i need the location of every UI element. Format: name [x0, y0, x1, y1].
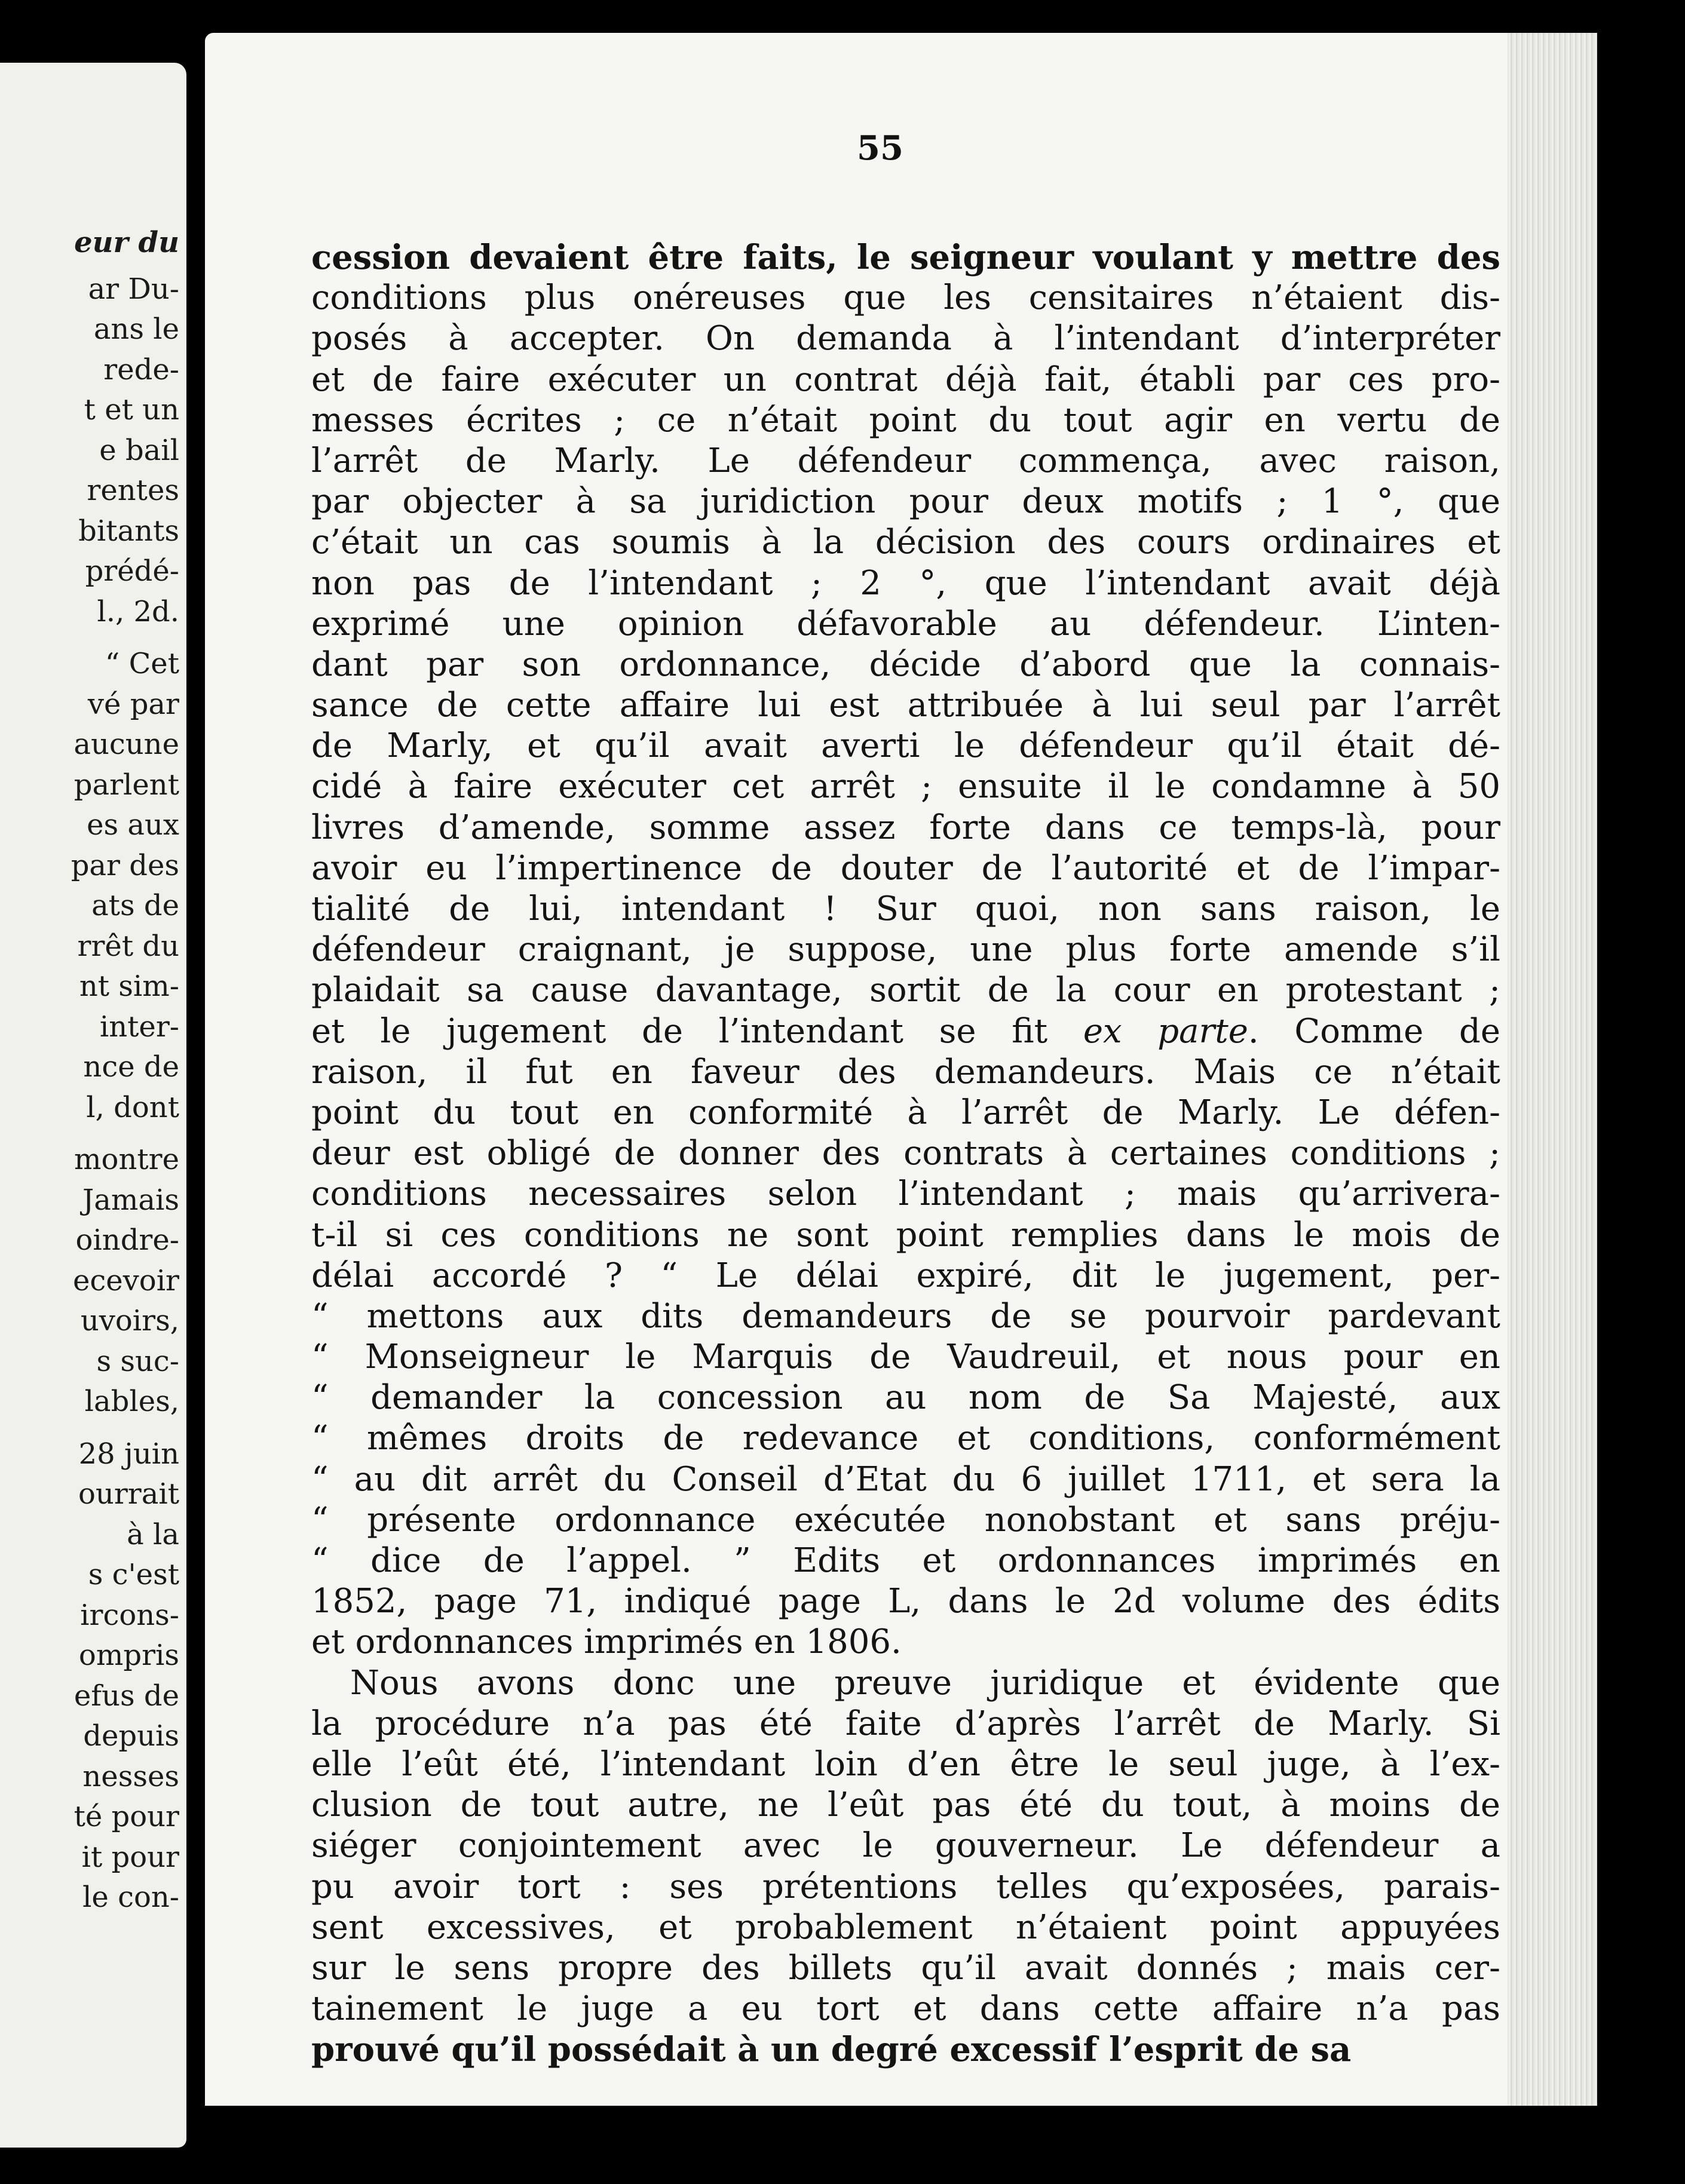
text-line: cession devaient être faits, le seigneur voulant y mettre des	[311, 238, 1500, 277]
text-line: “ présente ordonnance exécutée nonobstant et sans préju-	[311, 1500, 1500, 1539]
left-page-line: montre	[74, 1143, 179, 1176]
left-page-line: vé par	[87, 687, 179, 721]
text-line: 1852, page 71, indiqué page L, dans le 2d volume des édits	[311, 1582, 1500, 1621]
left-page-line: oindre-	[75, 1223, 179, 1257]
left-page-line: ourrait	[78, 1477, 179, 1511]
text-line: sent excessives, et probablement n’étaient point appuyées	[311, 1907, 1500, 1947]
text-line: posés à accepter. On demanda à l’intendant d’interpréter	[311, 319, 1500, 358]
page-edge-stack	[1508, 33, 1597, 2106]
left-page-line: ecevoir	[72, 1263, 179, 1297]
text-line: “ au dit arrêt du Conseil d’Etat du 6 juillet 1711, et sera la	[311, 1459, 1500, 1499]
left-page-line: rede-	[103, 352, 179, 387]
left-page-line: bitants	[78, 514, 179, 548]
text-line: messes écrites ; ce n’était point du tout agir en vertu de	[311, 400, 1500, 440]
text-line: pu avoir tort : ses prétentions telles qu’exposées, parais-	[311, 1867, 1500, 1906]
left-page-line: l, dont	[86, 1090, 179, 1124]
text-line: exprimé une opinion défavorable au défendeur. L’inten-	[311, 604, 1500, 643]
text-line: “ Monseigneur le Marquis de Vaudreuil, et nous pour en	[311, 1338, 1500, 1377]
text-line: et ordonnances imprimés en 1806.	[311, 1622, 902, 1662]
text-line: “ mettons aux dits demandeurs de se pourvoir pardevant	[311, 1296, 1500, 1336]
text-line: la procédure n’a pas été faite d’après l’arrêt de Marly. Si	[311, 1704, 1500, 1743]
text-line: et le jugement de l’intendant se fit ex parte. Comme de	[311, 1011, 1500, 1051]
left-page-line: “ Cet	[105, 647, 179, 680]
text-line: c’était un cas soumis à la décision des cours ordinaires et	[311, 523, 1500, 562]
left-page-line: nesses	[82, 1759, 179, 1793]
body-text	[311, 237, 1500, 2070]
left-page-line: Jamais	[82, 1183, 179, 1217]
left-page-line: rentes	[87, 474, 179, 507]
left-page-line: ar Du-	[88, 272, 179, 306]
text-line: défendeur craignant, je suppose, une plus forte amende s’il	[311, 930, 1500, 970]
text-line: prouvé qu’il possédait à un degré excessif l’esprit de sa	[311, 2030, 1352, 2070]
left-page-line: té pour	[73, 1800, 179, 1833]
left-page-line: par des	[71, 848, 179, 882]
text-line: délai accordé ? “ Le délai expiré, dit le jugement, per-	[311, 1256, 1500, 1295]
text-line: et de faire exécuter un contrat déjà fait, établi par ces pro-	[311, 360, 1500, 399]
left-page-line: depuis	[83, 1719, 179, 1753]
text-line: Nous avons donc une preuve juridique et évidente que	[350, 1663, 1500, 1703]
left-page-line: parlent	[73, 768, 179, 802]
text-line: sance de cette affaire lui est attribuée à lui seul par l’arrêt	[311, 686, 1500, 725]
left-page-line: le con-	[82, 1881, 179, 1914]
left-page-line: uvoirs,	[80, 1304, 179, 1338]
paragraph-2	[311, 1663, 1500, 2070]
left-page-line: ans le	[93, 312, 179, 346]
left-page-line: ircons-	[80, 1598, 179, 1632]
left-page-line: es aux	[87, 808, 179, 842]
left-page-line: eur du	[74, 226, 179, 259]
right-page	[205, 33, 1597, 2106]
text-line: “ mêmes droits de redevance et conditions, conformément	[311, 1419, 1500, 1458]
text-line: siéger conjointement avec le gouverneur. Le défendeur a	[311, 1826, 1500, 1866]
text-line: tainement le juge a eu tort et dans cette affaire n’a pas	[311, 1989, 1500, 2029]
left-page-line: l., 2d.	[97, 594, 179, 628]
left-page-line: t et un	[84, 393, 179, 427]
left-page-line: rrêt du	[77, 929, 179, 963]
left-page-line: ompris	[78, 1639, 179, 1672]
left-page-line: prédé-	[85, 554, 179, 588]
left-page-line: e bail	[99, 433, 179, 467]
text-line: tialité de lui, intendant ! Sur quoi, non sans raison, le	[311, 889, 1500, 928]
left-page-fragment	[0, 63, 186, 2148]
left-page-line: 28 juin	[78, 1437, 179, 1471]
left-page-line: nt sim-	[79, 970, 179, 1003]
text-line: l’arrêt de Marly. Le défendeur commença, avec raison,	[311, 441, 1500, 480]
text-line: t-il si ces conditions ne sont point remplies dans le mois de	[311, 1215, 1500, 1254]
left-page-line: it pour	[81, 1840, 179, 1874]
text-line: sur le sens propre des billets qu’il avait donnés ; mais cer-	[311, 1948, 1500, 1987]
left-page-line: lables,	[84, 1385, 179, 1418]
paragraph-1	[311, 237, 1500, 1663]
text-line: conditions plus onéreuses que les censitaires n’étaient dis-	[311, 278, 1500, 318]
text-line: de Marly, et qu’il avait averti le défendeur qu’il était dé-	[311, 726, 1500, 766]
text-line: livres d’amende, somme assez forte dans ce temps-là, pour	[311, 808, 1500, 847]
left-page-line: s c'est	[88, 1558, 179, 1591]
left-page-text	[0, 223, 179, 1918]
text-line: “ dice de l’appel. ” Edits et ordonnances imprimés en	[311, 1541, 1500, 1580]
text-line: non pas de l’intendant ; 2 °, que l’intendant avait déjà	[311, 563, 1500, 603]
left-page-line: nce de	[83, 1050, 179, 1084]
page-number: 55	[857, 128, 903, 168]
left-page-line: à la	[127, 1517, 179, 1551]
text-line: elle l’eût été, l’intendant loin d’en être le seul juge, à l’ex-	[311, 1744, 1500, 1784]
left-page-line: aucune	[73, 728, 179, 761]
text-line: clusion de tout autre, ne l’eût pas été du tout, à moins de	[311, 1786, 1500, 1825]
text-line: dant par son ordonnance, décide d’abord que la connais-	[311, 645, 1500, 684]
text-line: plaidait sa cause davantage, sortit de la cour en protestant ;	[311, 971, 1500, 1010]
text-line: par objecter à sa juridiction pour deux motifs ; 1 °, que	[311, 482, 1500, 522]
left-page-line: ats de	[91, 889, 179, 922]
left-page-line: inter-	[99, 1010, 179, 1044]
text-line: raison, il fut en faveur des demandeurs. Mais ce n’était	[311, 1052, 1500, 1091]
left-page-line: efus de	[73, 1679, 179, 1713]
left-page-line: s suc-	[96, 1344, 179, 1378]
text-line: deur est obligé de donner des contrats à certaines conditions ;	[311, 1134, 1500, 1173]
text-line: conditions necessaires selon l’intendant ; mais qu’arrivera-	[311, 1174, 1500, 1214]
text-line: cidé à faire exécuter cet arrêt ; ensuite il le condamne à 50	[311, 767, 1500, 806]
text-line: point du tout en conformité à l’arrêt de Marly. Le défen-	[311, 1093, 1500, 1132]
text-line: avoir eu l’impertinence de douter de l’autorité et de l’impar-	[311, 848, 1500, 888]
text-line: “ demander la concession au nom de Sa Majesté, aux	[311, 1378, 1500, 1418]
